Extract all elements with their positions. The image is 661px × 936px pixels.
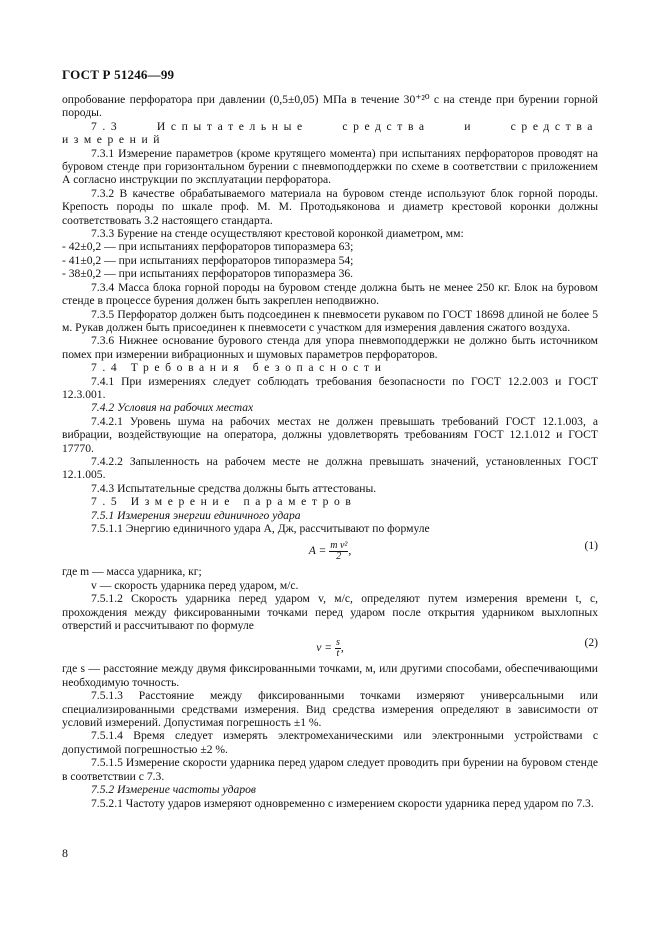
paragraph: 7.3.5 Перфоратор должен быть подсоединен к пневмосети рукавом по ГОСТ 18698 длиной не более 5 м. Рукав должен быть присоединен к пневмосети с участком для измерения давления сжатого воздуха. [62,307,598,334]
paragraph: где m — масса ударника, кг; [62,565,202,579]
list-item: - 41±0,2 — при испытаниях перфораторов типоразмера 54; [62,253,354,267]
page-body [62,93,598,810]
paragraph: 7.5.1.3 Расстояние между фиксированными точками измеряют универсальными или специализированными средствами измерения. Вид средства измерения определяют в зависимости от условий измерений. Допустимая погрешность ±1 %. [62,689,598,730]
fraction-denominator: t [336,648,340,660]
paragraph: 7.4.2.1 Уровень шума на рабочих местах не должен превышать требований ГОСТ 12.1.003, а вибрации, воздействующие на оператора, должны удовлетворять требованиям ГОСТ 12.1.012 и ГОСТ 17770. [62,414,598,455]
formula-lhs: A = [308,544,327,558]
section-heading: 7.3 Испытательные средства и средства измерений [62,119,598,147]
fraction-numerator: m v² [330,540,348,552]
subsection-heading: 7.5.2 Измерение частоты ударов [91,783,256,797]
formula-number: (1) [584,539,598,553]
paragraph: 7.5.2.1 Частоту ударов измеряют одновременно с измерением скорости ударника перед ударом по 7.3. [91,796,594,810]
paragraph: 7.4.3 Испытательные средства должны быть аттестованы. [91,481,377,495]
formula-2 [62,632,598,662]
paragraph: 7.3.2 В качестве обрабатываемого материала на буровом стенде используют блок горной породы. Крепость породы по шкале проф. М. М. Протодьяконова и диаметр крестовой коронки должны соответствовать 3.2 настоящего стандарта. [62,186,598,227]
paragraph: v — скорость ударника перед ударом, м/с. [91,578,299,592]
list-item: - 42±0,2 — при испытаниях перфораторов типоразмера 63; [62,240,354,254]
page-header: ГОСТ Р 51246—99 [62,67,175,82]
paragraph: 7.3.3 Бурение на стенде осуществляют крестовой коронкой диаметром, мм: [91,227,464,241]
paragraph: 7.4.2.2 Запыленность на рабочем месте не должна превышать значений, установленных ГОСТ 12.1.005. [62,454,598,482]
formula-tail: , [340,641,344,655]
paragraph: где s — расстояние между двумя фиксированными точками, м, или другими способами, обеспечивающими необходимую точность. [62,662,598,689]
subsection-heading: 7.5.1 Измерения энергии единичного удара [91,508,301,522]
formula-tail: , [348,544,352,558]
formula-number: (2) [584,636,598,650]
paragraph: 7.5.1.4 Время следует измерять электромеханическими или электронными устройствами с допустимой погрешностью ±2 %. [62,729,598,756]
section-heading: 7.5 Измерение параметров [91,495,357,509]
paragraph: 7.3.6 Нижнее основание бурового стенда для упора пневмоподдержки не должно быть источником помех при измерении вибрационных и шумовых параметров перфораторов. [62,334,598,361]
paragraph: опробование перфоратора при давлении (0,5±0,05) МПа в течение 30⁺²⁰ с на стенде при бурении горной породы. [62,93,598,120]
paragraph: 7.3.4 Масса блока горной породы на буровом стенде должна быть не менее 250 кг. Блок на буровом стенде в процессе бурения должен быть закреплен неподвижно. [62,280,598,308]
fraction-numerator: s [335,637,340,649]
list-item: - 38±0,2 — при испытаниях перфораторов типоразмера 36. [62,267,354,281]
section-heading: 7.4 Требования безопасности [91,361,387,375]
subsection-heading: 7.4.2 Условия на рабочих местах [91,401,254,415]
paragraph: 7.5.1.1 Энергию единичного удара А, Дж, рассчитывают по формуле [91,522,430,535]
paragraph: 7.4.1 При измерениях следует соблюдать требования безопасности по ГОСТ 12.2.003 и ГОСТ 12.3.001. [62,374,598,401]
fraction-denominator: 2 [336,551,342,563]
formula-lhs: v = [316,641,333,655]
page-number: 8 [62,846,68,860]
paragraph: 7.3.1 Измерение параметров (кроме крутящего момента) при испытаниях перфораторов проводят на буровом стенде при горизонтальном бурении с пневмоподдержки по схеме в соответствии с приложением А согласно инструкции по эксплуатации перфоратора. [62,146,598,187]
fraction [329,541,348,562]
paragraph: 7.5.1.2 Скорость ударника перед ударом v, м/с, определяют путем измерения времени t, с, прохождения между фиксированными точками перед ударом после открытия ударником выхлопных отверстий и рассчитывают по формуле [62,592,598,633]
formula-1 [62,535,598,565]
paragraph: 7.5.1.5 Измерение скорости ударника перед ударом следует проводить при бурении на буровом стенде в соответствии с 7.3. [62,756,598,783]
